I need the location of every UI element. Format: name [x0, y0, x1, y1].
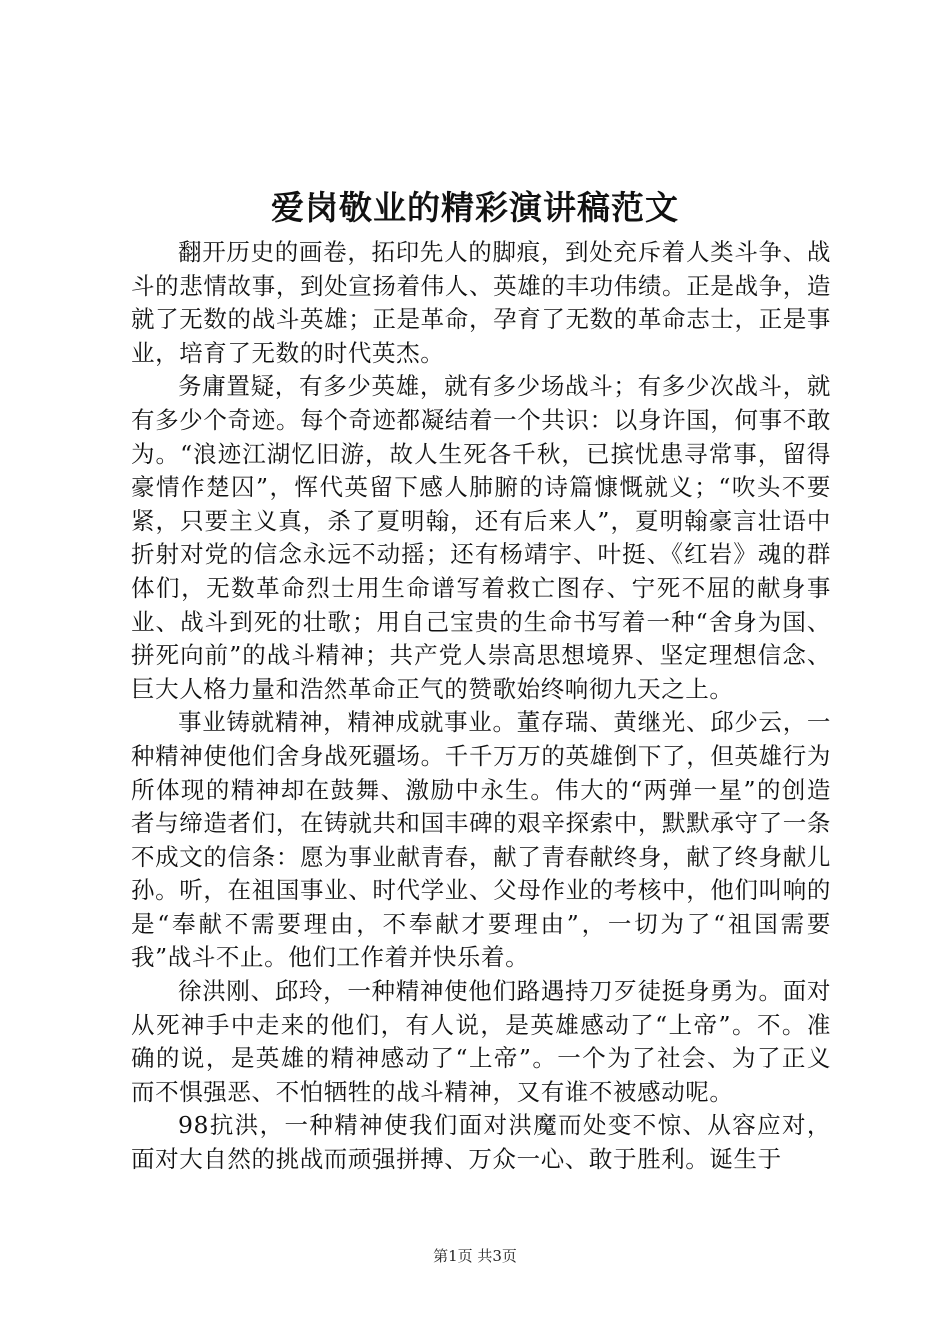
document-title: 爱岗敬业的精彩演讲稿范文	[271, 188, 679, 227]
paragraph-5: 98抗洪，一种精神使我们面对洪魔而处变不惊、从容应对，面对大自然的挑战而顽强拼搏、万众一心、敢于胜利。诞生于	[131, 1111, 831, 1174]
paragraph-4: 徐洪刚、邱玲，一种精神使他们路遇持刀歹徒挺身勇为。面对从死神手中走来的他们，有人说，是英雄感动了“上帝”。不。准确的说，是英雄的精神感动了“上帝”。一个为了社会、为了正义而不惧强恶、不怕牺牲的战斗精神，又有谁不被感动呢。	[131, 977, 831, 1106]
paragraph-2: 务庸置疑，有多少英雄，就有多少场战斗；有多少次战斗，就有多少个奇迹。每个奇迹都凝结着一个共识：以身许国，何事不敢为。“浪迹江湖忆旧游，故人生死各千秋，已摈忧患寻常事，留得豪情作楚囚”，恽代英留下感人肺腑的诗篇慷慨就义；“吹头不要紧，只要主义真，杀了夏明翰，还有后来人”，夏明翰豪言壮语中折射对党的信念永远不动摇；还有杨靖宇、叶挺、《红岩》魂的群体们，无数革命烈士用生命谱写着救亡图存、宁死不屈的献身事业、战斗到死的壮歌；用自己宝贵的生命书写着一种“舍身为国、拼死向前”的战斗精神；共产党人崇高思想境界、坚定理想信念、巨大人格力量和浩然革命正气的赞歌始终响彻九天之上。	[131, 372, 831, 703]
document-body	[131, 236, 831, 1177]
paragraph-3: 事业铸就精神，精神成就事业。董存瑞、黄继光、邱少云，一种精神使他们舍身战死疆场。千千万万的英雄倒下了，但英雄行为所体现的精神却在鼓舞、激励中永生。伟大的“两弹一星”的创造者与缔造者们，在铸就共和国丰碑的艰辛探索中，默默承守了一条不成文的信条：愿为事业献青春，献了青春献终身，献了终身献儿孙。听，在祖国事业、时代学业、父母作业的考核中，他们叫响的是“奉献不需要理由，不奉献才要理由”，一切为了“祖国需要我”战斗不止。他们工作着并快乐着。	[131, 708, 831, 972]
page-number-footer: 第1页 共3页	[433, 1247, 517, 1265]
paragraph-1: 翻开历史的画卷，拓印先人的脚痕，到处充斥着人类斗争、战斗的悲情故事，到处宣扬着伟人、英雄的丰功伟绩。正是战争，造就了无数的战斗英雄；正是革命，孕育了无数的革命志士，正是事业，培育了无数的时代英杰。	[131, 238, 831, 367]
